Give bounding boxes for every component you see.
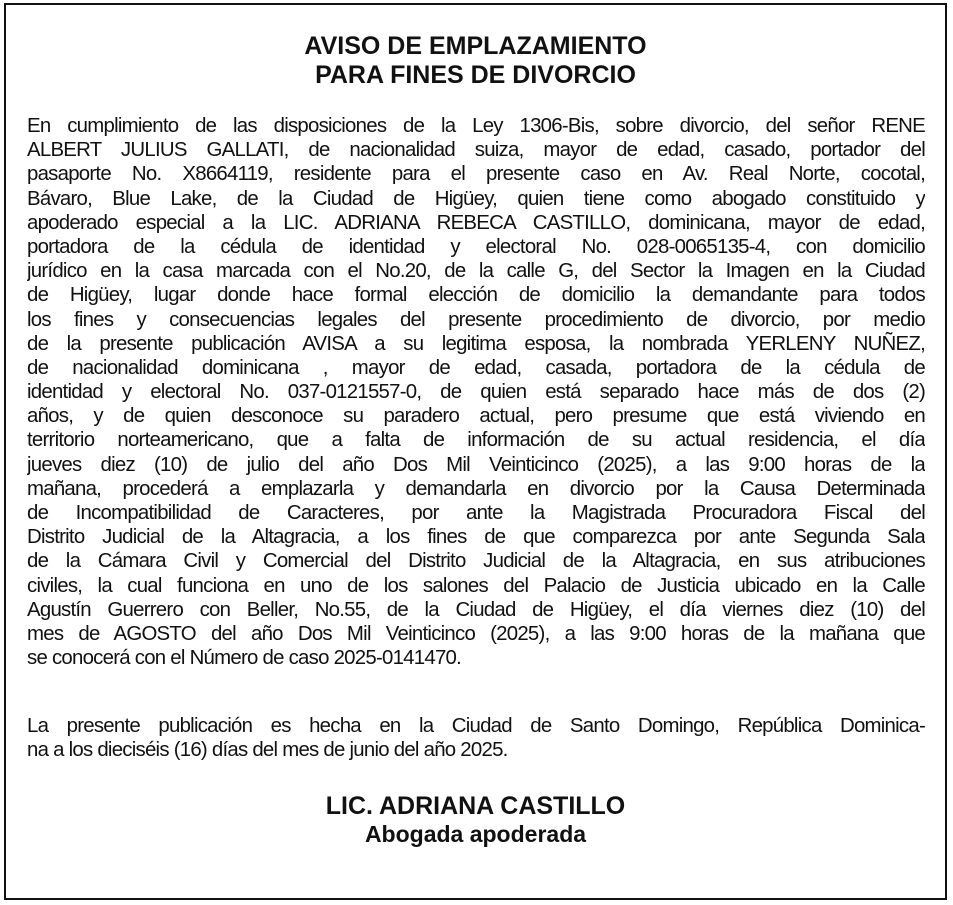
body-line: Distrito Judicial de la Altagracia, a los fines de que comparezca por ante Segunda Sala (27, 526, 925, 549)
notice-body (27, 114, 925, 670)
body-line: Agustín Guerrero con Beller, No.55, de la Ciudad de Higüey, el día viernes diez (10) del (27, 598, 925, 621)
body-line: pasaporte No. X8664119, residente para el presente caso en Av. Real Norte, cocotal, (27, 163, 925, 186)
body-line: se conocerá con el Número de caso 2025-0141470. (27, 647, 462, 670)
body-line: territorio norteamericano, que a falta de información de su actual residencia, el día (27, 429, 925, 452)
body-line: los fines y consecuencias legales del presente procedimiento de divorcio, por medio (27, 308, 925, 331)
body-line: mes de AGOSTO del año Dos Mil Veinticinco (2025), a las 9:00 horas de la mañana que (27, 622, 925, 645)
notice-title-line-1: AVISO DE EMPLAZAMIENTO (304, 32, 647, 60)
signature-name: LIC. ADRIANA CASTILLO (325, 792, 626, 820)
notice-frame (4, 3, 947, 900)
body-line: En cumplimiento de las disposiciones de la Ley 1306-Bis, sobre divorcio, del señor RENE (27, 115, 925, 137)
closing-paragraph (27, 714, 925, 762)
body-line: años, y de quien desconoce su paradero actual, pero presume que está viviendo en (27, 405, 925, 428)
body-line: apoderado especial a la LIC. ADRIANA REBECA CASTILLO, dominicana, mayor de edad, (27, 211, 925, 234)
body-line: de la presente publicación AVISA a su legitima esposa, la nombrada YERLENY NUÑEZ, (27, 332, 925, 355)
closing-line: na a los dieciséis (16) días del mes de junio del año 2025. (27, 739, 508, 762)
body-line: de nacionalidad dominicana , mayor de edad, casada, portadora de la cédula de (27, 356, 925, 379)
body-line: civiles, la cual funciona en uno de los salones del Palacio de Justicia ubicado en la Calle (27, 574, 925, 597)
body-line: jurídico en la casa marcada con el No.20, de la calle G, del Sector la Imagen en la Ciudad (27, 260, 925, 283)
body-line: portadora de la cédula de identidad y electoral No. 028-0065135-4, con domicilio (27, 235, 925, 258)
closing-line: La presente publicación es hecha en la Ciudad de Santo Domingo, República Dominica- (27, 715, 925, 737)
body-line: ALBERT JULIUS GALLATI, de nacionalidad suiza, mayor de edad, casado, portador del (27, 139, 925, 162)
body-line: jueves diez (10) de julio del año Dos Mil Veinticinco (2025), a las 9:00 horas de la (27, 453, 925, 476)
body-line: de Higüey, lugar donde hace formal elección de domicilio la demandante para todos (27, 284, 925, 307)
body-line: de Incompatibilidad de Caracteres, por ante la Magistrada Procuradora Fiscal del (27, 502, 925, 524)
notice-title-line-2: PARA FINES DE DIVORCIO (315, 61, 636, 89)
body-line: identidad y electoral No. 037-0121557-0, de quien está separado hace más de dos (2) (27, 381, 925, 404)
signature-role: Abogada apoderada (364, 821, 587, 847)
body-line: de la Cámara Civil y Comercial del Distrito Judicial de la Altagracia, en sus atribuciones (27, 550, 925, 573)
body-line: mañana, procederá a emplazarla y demandarla en divorcio por la Causa Determinada (27, 477, 925, 500)
body-line: Bávaro, Blue Lake, de la Ciudad de Higüey, quien tiene como abogado constituido y (27, 187, 925, 210)
